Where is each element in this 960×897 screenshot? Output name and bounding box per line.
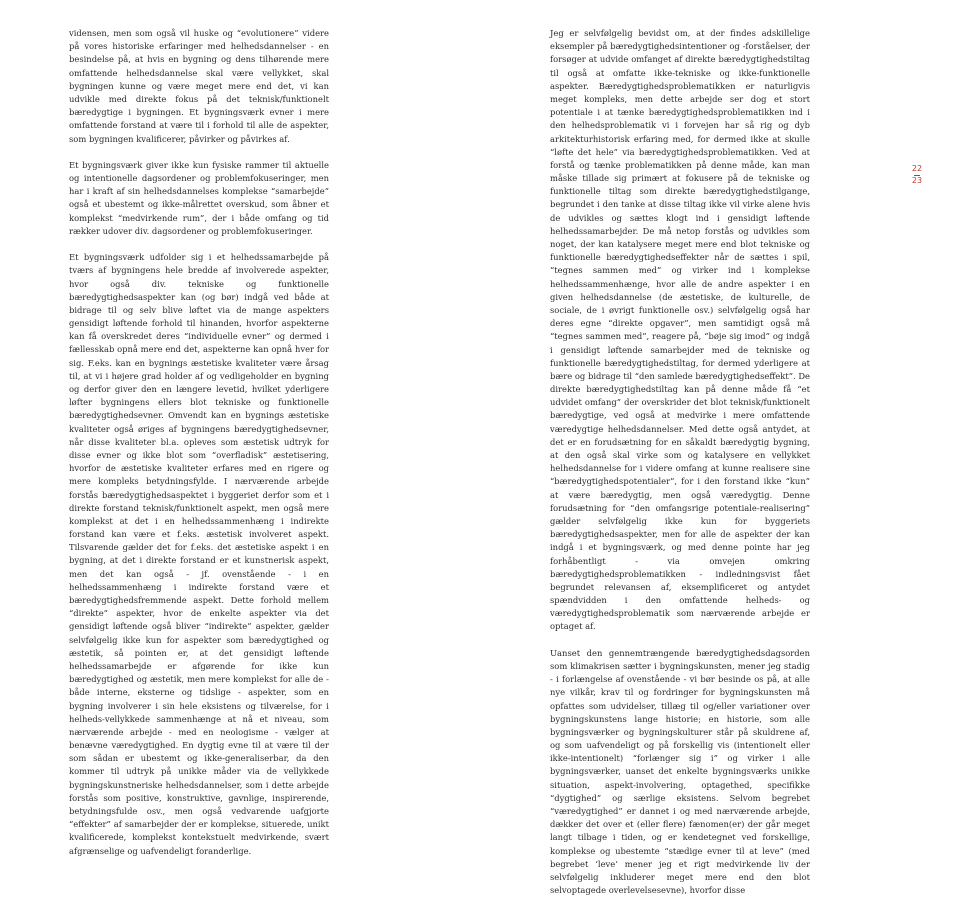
right-paragraph-1: Jeg er selvfølgelig bevidst om, at der findes adskillelige eksempler på bæredygtighedsintentioner og -forståelser, der forsøger at udvide omfanget af direkte bæredygtighedstiltag til også at omfatte ikke-tekniske og ikke-funktionelle aspekter. Bæredygtighedsproblematikken er naturligvis meget kompleks, men dette arbejde ser dog et stort potentiale i at tænke bæredygtighedsproblematikken ind i den helhedsproblematik vi i forvejen har så rig og dyb arkitekturhistorisk erfaring med, for dermed ikke at skulle “løfte det hele” via bæredygtighedsproblematikken. Ved at forstå og tænke problematikken på denne måde, kan man måske tillade sig primært at fokusere på de tekniske og funktionelle tiltag som direkte bæredygtighedstilgange, begrundet i den tanke at disse tiltag ikke vil virke alene hvis de udvikles og sættes klogt ind i gensidigt løftende helhedssamarbejder. De må netop forstås og udvikles som noget, der kan katalysere meget mere end blot tekniske og funktionelle bæredygtighedseffekter når de sættes i spil, “tegnes sammen med” og virker ind i komplekse helhedssammenhænge, hvor alle de andre aspekter i en given helhedsdannelse (de æstetiske, de kulturelle, de sociale, de i øvrigt funktionelle osv.) selvfølgelig også har deres egne “direkte opgaver”, men samtidigt også må “tegnes sammen med”, reagere på, “bøje sig imod” og indgå i gensidigt løftende samarbejder med de tekniske og funktionelle bæredygtighedstiltag, for dermed yderligere at bære og bidrage til “den samlede bæredygtighedseffekt”. De direkte bæredygtighedstiltag kan på denne måde få “et udvidet omfang” der overskrider det blot teknisk/funktionelt bæredygtige, ved også at medvirke i mere omfattende væredygtige helhedsdannelser. Med dette også antydet, at det er en forudsætning for en såkaldt bæredygtig bygning, at den også skal virke som og katalysere en vellykket helhedsdannelse for i videre omfang at kunne realisere sine “bæredygtighedspotentialer”, for i den forstand ikke “kun” at være bæredygtig, men også væredygtig. Denne forudsætning for “den omfangsrige potentiale-realisering” gælder selvfølgelig ikke kun for byggeriets bæredygtighedsaspekter, men for alle de aspekter der kan indgå i et bygningsværk, og med denne pointe har jeg forhåbentligt - via omvejen omkring bæredygtighedsproblematikken - indledningsvist fået begrundet relevansen af, eksemplificeret og antydet spændvidden i den omfattende helheds- og væredygtighedsproblematik som nærværende arbejde er optaget af.: [550, 28, 810, 632]
left-paragraph-1: vidensen, men som også vil huske og “evolutionere” videre på vores historiske erfaringer med helhedsdannelser - en besindelse på, at hvis en bygning og dens tilhørende mere omfattende helhedsdannelse skal være vellykket, skal bygningen kunne og være meget mere end det, vi kan udvikle med direkte fokus på det teknisk/funktionelt bæredygtige i bygningen. Et bygningsværk evner i mere omfattende forstand at være til i forhold til alle de aspekter, som bygningen kvalificerer, påvirker og påvirkes af.: [69, 28, 329, 144]
page-number-left: 22: [911, 164, 923, 173]
page-numbers: [904, 164, 930, 186]
left-text-column: [69, 27, 329, 858]
right-paragraph-2: Uanset den gennemtrængende bæredygtighedsdagsorden som klimakrisen sætter i bygningskunsten, mener jeg stadig - i forlængelse af ovenstående - vi bør besinde os på, at alle nye vilkår, krav til og fordringer for bygningskunsten må opfattes som udvidelser, tillæg til og/eller variationer over bygningskunstens lange historie; en historie, som alle bygningsværker og bygningskulturer står på skuldrene af, og som uafvendeligt og på forskellig vis (intentionelt eller ikke-intentionelt) “forlænger sig i” og virker i alle bygningsværker, uanset det enkelte bygningsværks unikke situation, aspekt-involvering, optagethed, specifikke “dygtighed” og særlige eksistens. Selvom begrebet “væredygtighed” er dannet i og med nærværende arbejde, dækker det over et (eller flere) fænomen(er) der går meget langt tilbage i tiden, og er kendetegnet ved forskellige, komplekse og ubestemte “stædige evner til at leve” (med begrebet ‘leve’ mener jeg et rigt medvirkende liv der selvfølgelig inkluderer meget mere end den blot selvoptagede overlevelsesevne), hvorfor disse: [550, 647, 810, 896]
left-paragraph-3: Et bygningsværk udfolder sig i et helhedssamarbejde på tværs af bygningens hele bredde af involverede aspekter, hvor også div. tekniske og funktionelle bæredygtighedsaspekter kan (og bør) indgå ved både at bidrage til og selv blive løftet via de mange aspekters gensidigt løftende forhold til hinanden, hvorfor aspekterne kan få overskredet deres “individuelle evner” og dermed i fællesskab opnå mere end det, aspekterne kan opnå hver for sig. F.eks. kan en bygnings æstetiske kvaliteter være årsag til, at vi i højere grad holder af og vedligeholder en bygning og derfor giver den en længere levetid, hvilket yderligere løfter bygningens ellers blot tekniske og funktionelle bæredygtighedsevner. Omvendt kan en bygnings æstetiske kvaliteter også øriges af bygningens bæredygtighedsevner, når disse kvaliteter bl.a. opleves som æstetisk udtryk for disse evner og ikke blot som “overfladisk” æstetisering, hvorfor de æstetiske kvaliteter erfares med en rigere og mere kompleks betydningsfylde. I nærværende arbejde forstås bæredygtighedsaspektet i byggeriet derfor som et i direkte forstand teknisk/funktionelt aspekt, men også mere komplekst at det i en helhedssammenhæng i indirekte forstand kan være et f.eks. æstetisk involveret aspekt. Tilsvarende gælder det for f.eks. det æstetiske aspekt i en bygning, at det i direkte forstand er et kunstnerisk aspekt, men det kan også - jf. ovenstående - i en helhedssammenhæng i indirekte forstand være et bæredygtighedsfremmende aspekt. Dette forhold mellem “direkte” aspekter, hvor de enkelte aspekter via det gensidigt løftende også bliver “indirekte” aspekter, gælder selvfølgelig ikke kun for aspekter som bæredygtighed og æstetik, så pointen er, at det gensidigt løftende helhedssamarbejde er afgørende for ikke kun bæredygtighed og æstetik, men mere komplekst for alle de - både interne, eksterne og tidslige - aspekter, som en bygning involverer i sin hele eksistens og tilværelse, for i helheds-vellykkede sammenhænge at nå et niveau, som nærværende arbejde - med en neologisme - vælger at benævne væredygtighed. En dygtig evne til at være til der som sådan er ubestemt og ikke-generaliserbar, da den kommer til udtryk på unikke måder via de vellykkede bygningskunstneriske helhedsdannelser, som i dette arbejde forstås som positive, konstruktive, gavnlige, inspirerende, betydningsfulde osv., men også vedvarende uafgjorte “effekter” af samarbejder der er komplekse, situerede, unikt kvalificerede, komplekst kontekstuelt medvirkende, svært afgrænselige og uafvendeligt foranderlige.: [69, 252, 329, 856]
left-paragraph-2: Et bygningsværk giver ikke kun fysiske rammer til aktuelle og intentionelle dagsordener og problemfokuseringer, men har i kraft af sin helhedsdannelses komplekse “samarbejde” også et ubestemt og ikke-målrettet overskud, som åbner et komplekst “medvirkende rum”, der i både omfang og tid rækker udover div. dagsordener og problemfokuseringer.: [69, 159, 329, 236]
page-number-right: 23: [911, 176, 923, 185]
right-text-column: [550, 27, 810, 897]
